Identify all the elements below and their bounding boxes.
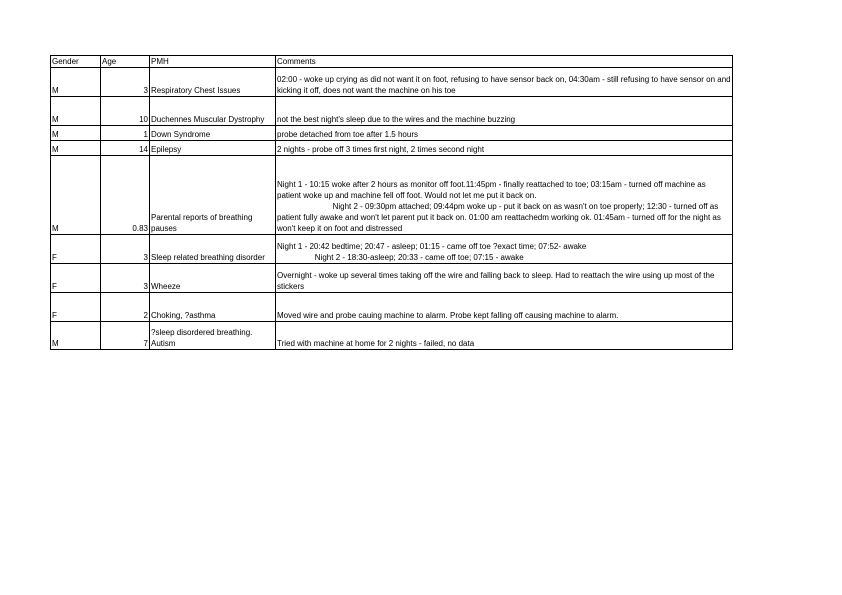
patient-table bbox=[50, 55, 733, 350]
cell-comments: Overnight - woke up several times taking off the wire and falling back to sleep. Had to reattach the wire using up most of the stickers bbox=[276, 264, 733, 293]
cell-gender: M bbox=[51, 322, 101, 350]
cell-gender: M bbox=[51, 156, 101, 235]
cell-comments: 2 nights - probe off 3 times first night, 2 times second night bbox=[276, 141, 733, 156]
header-comments: Comments bbox=[276, 56, 733, 68]
cell-pmh: Epilepsy bbox=[150, 141, 276, 156]
header-age: Age bbox=[101, 56, 150, 68]
table-row bbox=[51, 126, 733, 141]
cell-pmh: Wheeze bbox=[150, 264, 276, 293]
header-gender: Gender bbox=[51, 56, 101, 68]
cell-pmh: Duchennes Muscular Dystrophy bbox=[150, 97, 276, 126]
cell-pmh: Choking, ?asthma bbox=[150, 293, 276, 322]
cell-gender: F bbox=[51, 293, 101, 322]
cell-age: 3 bbox=[101, 264, 150, 293]
cell-gender: M bbox=[51, 97, 101, 126]
cell-comments: probe detached from toe after 1.5 hours bbox=[276, 126, 733, 141]
cell-gender: M bbox=[51, 141, 101, 156]
cell-age: 10 bbox=[101, 97, 150, 126]
table-row bbox=[51, 68, 733, 97]
cell-gender: F bbox=[51, 264, 101, 293]
table-row bbox=[51, 97, 733, 126]
table-row bbox=[51, 156, 733, 235]
header-row bbox=[51, 56, 733, 68]
table-row bbox=[51, 322, 733, 350]
cell-age: 7 bbox=[101, 322, 150, 350]
header-pmh: PMH bbox=[150, 56, 276, 68]
table-row bbox=[51, 293, 733, 322]
cell-comments: Night 1 - 10:15 woke after 2 hours as monitor off foot.11:45pm - finally reattached to toe; 03:15am - turned off machine as patient woke up and machine fell off foot. Would not let me put it back on. Night 2 - 09:30pm attached; 09:44pm woke up - put it back on as wasn't on toe properly; 12:30 - turned off as patient fully awake and won't let parent put it back on. 01:00 am reattachedm working ok. 01:45am - turned off for the night as won't keep it on foot and distressed bbox=[276, 156, 733, 235]
cell-gender: M bbox=[51, 68, 101, 97]
cell-pmh: ?sleep disordered breathing. Autism bbox=[150, 322, 276, 350]
cell-age: 3 bbox=[101, 235, 150, 264]
cell-age: 2 bbox=[101, 293, 150, 322]
cell-pmh: Down Syndrome bbox=[150, 126, 276, 141]
cell-comments: Moved wire and probe cauing machine to alarm. Probe kept falling off causing machine to alarm. bbox=[276, 293, 733, 322]
cell-comments: not the best night's sleep due to the wires and the machine buzzing bbox=[276, 97, 733, 126]
cell-age: 1 bbox=[101, 126, 150, 141]
cell-gender: M bbox=[51, 126, 101, 141]
cell-comments: Night 1 - 20:42 bedtime; 20:47 - asleep; 01:15 - came off toe ?exact time; 07:52- awake Night 2 - 18:30-asleep; 20:33 - came off toe; 07:15 - awake bbox=[276, 235, 733, 264]
cell-pmh: Respiratory Chest Issues bbox=[150, 68, 276, 97]
table-row bbox=[51, 235, 733, 264]
cell-age: 14 bbox=[101, 141, 150, 156]
cell-comments: 02:00 - woke up crying as did not want it on foot, refusing to have sensor back on, 04:30am - still refusing to have sensor on and kicking it off, does not want the machine on his toe bbox=[276, 68, 733, 97]
table-row bbox=[51, 264, 733, 293]
cell-pmh: Parental reports of breathing pauses bbox=[150, 156, 276, 235]
cell-age: 3 bbox=[101, 68, 150, 97]
cell-age: 0.83 bbox=[101, 156, 150, 235]
cell-pmh: Sleep related breathing disorder bbox=[150, 235, 276, 264]
cell-comments: Tried with machine at home for 2 nights - failed, no data bbox=[276, 322, 733, 350]
table-row bbox=[51, 141, 733, 156]
cell-gender: F bbox=[51, 235, 101, 264]
